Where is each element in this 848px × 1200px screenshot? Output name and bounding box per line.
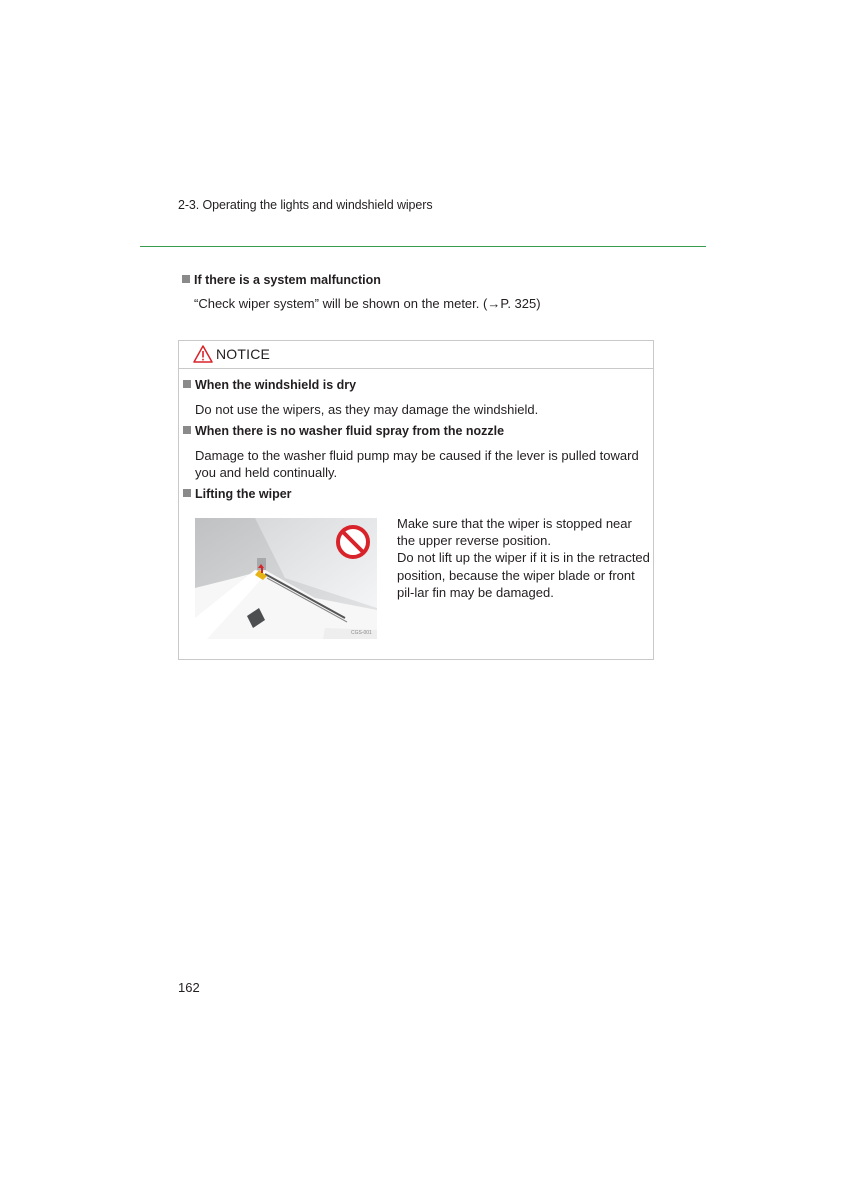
wiper-caption-line-2: Do not lift up the wiper if it is in the retracted position, because the wiper blade or front pil-lar fin may be damaged. (397, 550, 650, 600)
notice-label: NOTICE (216, 346, 271, 362)
notice-header (179, 341, 653, 369)
bullet-square-icon (183, 489, 191, 497)
malfunction-title (182, 273, 381, 287)
notice-item-title (183, 424, 504, 438)
notice-item-title (183, 378, 356, 392)
notice-box (178, 340, 654, 660)
notice-item-title-text: Lifting the wiper (195, 487, 292, 501)
section-header: 2-3. Operating the lights and windshield wipers (178, 198, 433, 212)
wiper-illustration (195, 518, 377, 639)
page-number: 162 (178, 980, 200, 995)
malfunction-title-text: If there is a system malfunction (194, 273, 381, 287)
warning-triangle-icon (193, 345, 213, 363)
bullet-square-icon (182, 275, 190, 283)
bullet-square-icon (183, 380, 191, 388)
wiper-illustration-drawing (195, 518, 377, 639)
malfunction-text: “Check wiper system” will be shown on the meter. (→P. 325) (194, 296, 541, 311)
notice-item-text: Do not use the wipers, as they may damage the windshield. (195, 402, 539, 417)
notice-item-title-text: When the windshield is dry (195, 378, 357, 392)
notice-item-title-text: When there is no washer fluid spray from the nozzle (195, 424, 505, 438)
notice-item-title (183, 487, 292, 501)
wiper-caption (397, 515, 653, 601)
bullet-square-icon (183, 426, 191, 434)
wiper-caption-line-1: Make sure that the wiper is stopped near the upper reverse position. (397, 516, 632, 549)
notice-item-text: Damage to the washer fluid pump may be caused if the lever is pulled toward you and held continually. (195, 448, 639, 480)
header-rule (140, 246, 706, 247)
image-code: CGS-001 (351, 630, 372, 636)
